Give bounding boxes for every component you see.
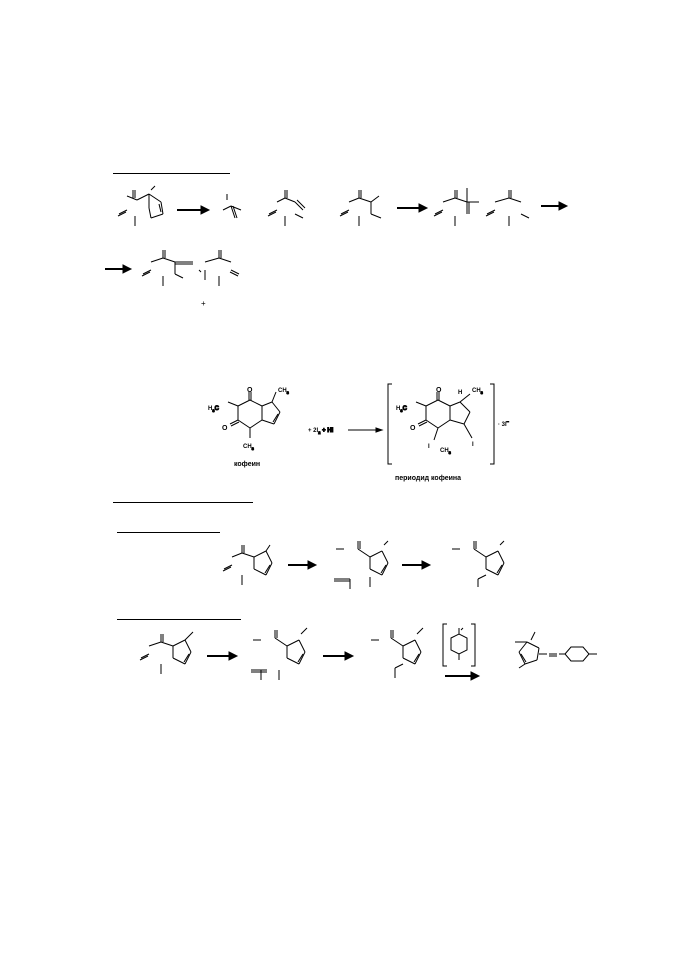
xanthine-structure-d bbox=[140, 632, 193, 674]
reaction-arrow-caffeine bbox=[348, 428, 382, 432]
caffeine-ch3-bottom: $CH_3$ bbox=[243, 444, 254, 451]
dimer-structure-d bbox=[434, 188, 529, 226]
imidazole-structure-c bbox=[452, 541, 504, 587]
reaction-arrow-9 bbox=[445, 672, 479, 680]
imidazole-structure-e bbox=[251, 628, 307, 680]
counter-ion-text: · 3I− bbox=[498, 419, 510, 428]
caffeine-ch3: $CH_3$ bbox=[278, 388, 289, 395]
plus-sign: + bbox=[201, 299, 206, 308]
periodide-structure bbox=[416, 392, 472, 440]
periodide-h3c: $H_3C$ bbox=[396, 406, 407, 413]
periodide-label: периодид кофеина bbox=[395, 475, 462, 482]
reaction-arrow-2 bbox=[397, 204, 427, 212]
section-underline-3 bbox=[117, 532, 220, 533]
reagents-text: + $2I_2$ + HI bbox=[308, 428, 334, 435]
reaction-scheme-3 bbox=[210, 535, 530, 595]
azo-product-structure bbox=[515, 632, 597, 668]
periodide-o-left: O bbox=[410, 425, 416, 432]
reagent-bracket bbox=[443, 624, 475, 666]
pyrimidine-structure-b bbox=[268, 190, 305, 226]
caffeine-label: кофеин bbox=[234, 461, 261, 468]
reagent-fragment bbox=[223, 194, 241, 218]
caffeine-o-left: O bbox=[222, 425, 228, 432]
periodide-ch3-bottom: $CH_3$ bbox=[440, 448, 451, 455]
reaction-arrow-3 bbox=[541, 202, 567, 210]
pyrimidine-structure-c bbox=[340, 190, 381, 226]
caffeine-periodide-scheme bbox=[200, 380, 530, 490]
reaction-scheme-4 bbox=[135, 620, 605, 690]
caffeine-h3c: $H_3C$ bbox=[208, 406, 219, 413]
reaction-arrow-4 bbox=[105, 265, 131, 273]
reaction-arrow-8 bbox=[323, 652, 353, 660]
section-underline-1 bbox=[113, 173, 230, 174]
periodide-i-left: I bbox=[428, 444, 430, 450]
xanthine-structure-a bbox=[223, 545, 272, 585]
section-underline-2 bbox=[113, 502, 253, 503]
reaction-arrow-1 bbox=[177, 206, 209, 214]
periodide-i-right: I bbox=[472, 442, 474, 448]
reaction-scheme-1 bbox=[105, 180, 575, 320]
reaction-arrow-6 bbox=[402, 561, 430, 569]
imidazole-structure-f bbox=[371, 628, 423, 678]
periodide-o-top: O bbox=[436, 387, 442, 394]
reaction-arrow-7 bbox=[207, 652, 237, 660]
imidazole-structure-b bbox=[334, 541, 388, 589]
purine-structure-a bbox=[118, 186, 163, 226]
reaction-arrow-5 bbox=[288, 561, 316, 569]
caffeine-structure bbox=[228, 392, 280, 438]
periodide-h: H bbox=[458, 390, 463, 396]
dimer-structure-e bbox=[142, 250, 239, 286]
caffeine-o-top: O bbox=[247, 387, 253, 394]
periodide-ch3: $CH_3$ bbox=[472, 388, 483, 395]
